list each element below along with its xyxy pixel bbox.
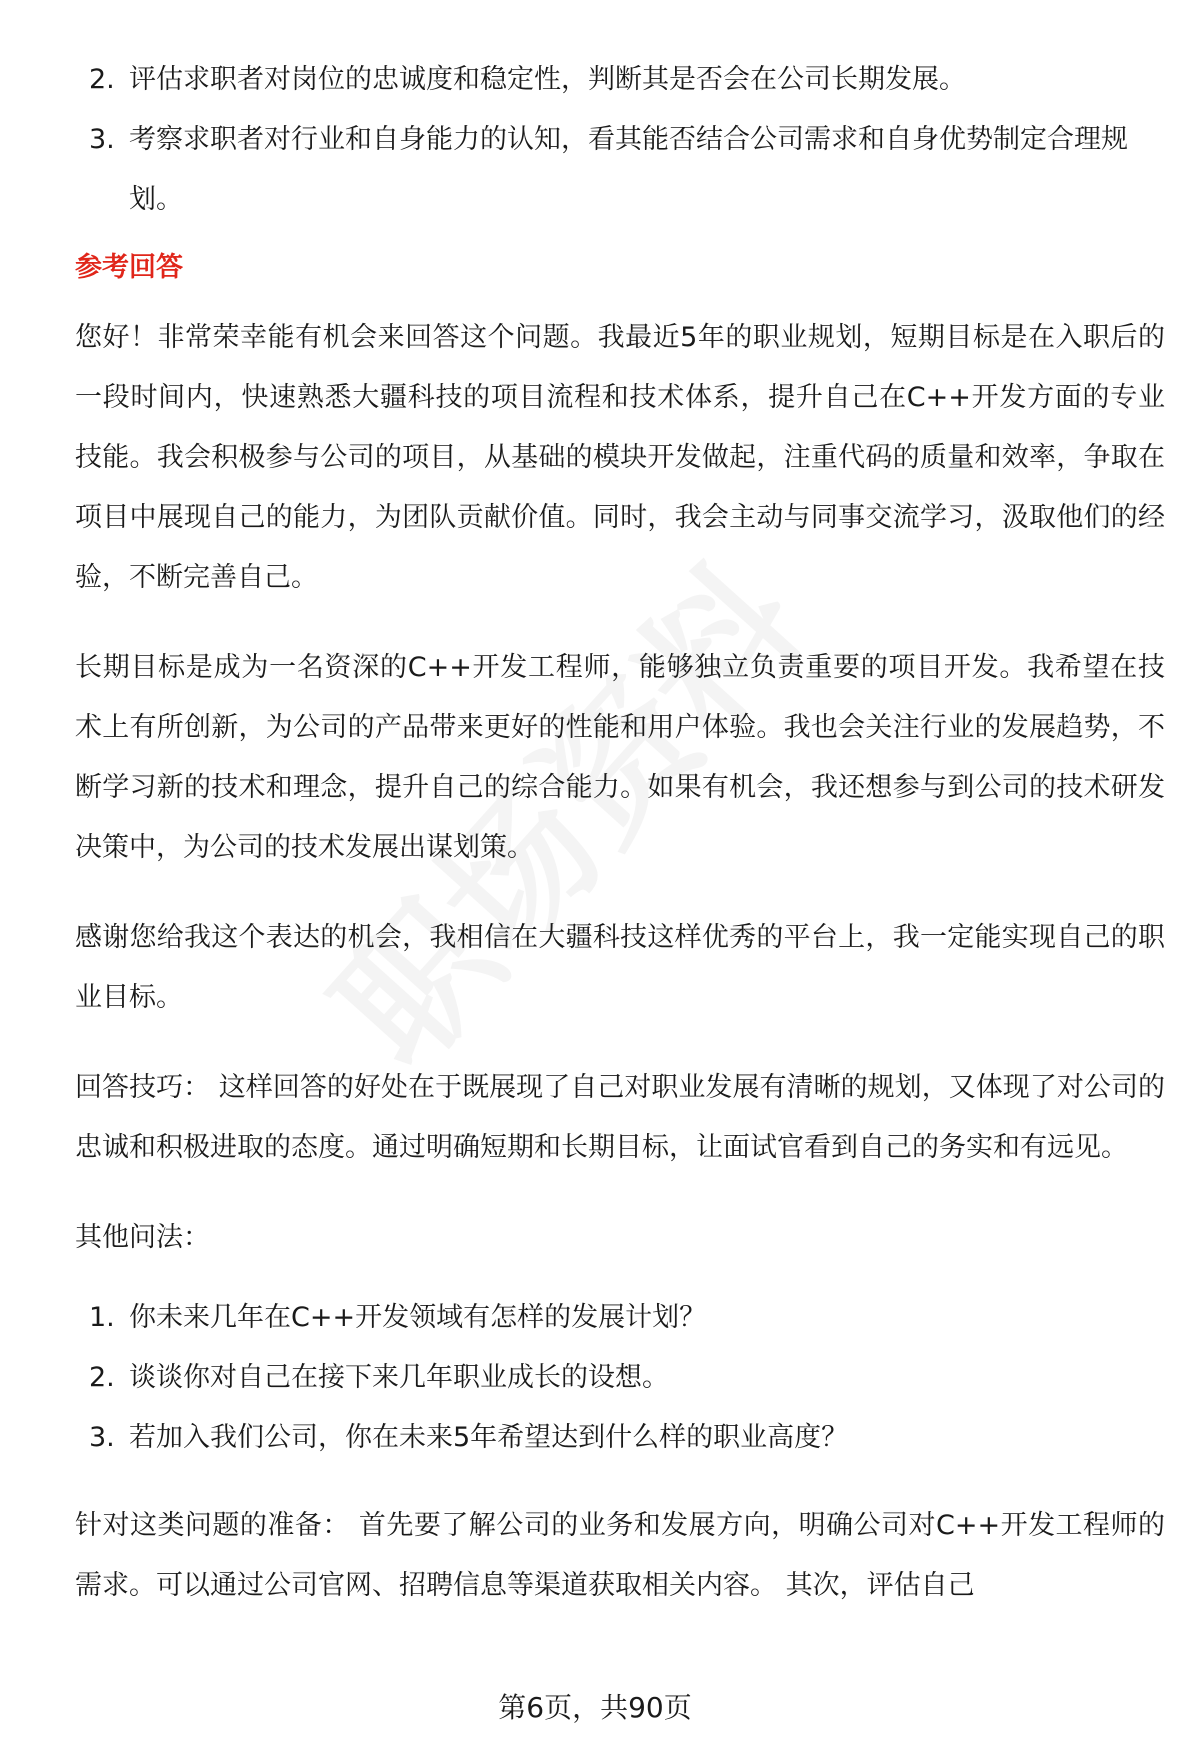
- answer-paragraph: 您好！非常荣幸能有机会来回答这个问题。我最近5年的职业规划，短期目标是在入职后的一段时间内，快速熟悉大疆科技的项目流程和技术体系，提升自己在C++开发方面的专业技能。我会积极参与公司的项目，从基础的模块开发做起，注重代码的质量和效率，争取在项目中展现自己的能力，为团队贡献价值。同时，我会主动与同事交流学习，汲取他们的经验，不断完善自己。: [75, 322, 1165, 593]
- list-item-number: 3.: [89, 1422, 115, 1453]
- document-content: [75, 50, 1165, 1646]
- list-item-text: 若加入我们公司，你在未来5年希望达到什么样的职业高度？: [129, 1422, 849, 1453]
- list-item: [75, 1288, 1165, 1348]
- list-item-text: 评估求职者对岗位的忠诚度和稳定性，判断其是否会在公司长期发展。: [129, 64, 966, 95]
- answer-paragraph: 长期目标是成为一名资深的C++开发工程师，能够独立负责重要的项目开发。我希望在技术上有所创新，为公司的产品带来更好的性能和用户体验。我也会关注行业的发展趋势，不断学习新的技术和理念，提升自己的综合能力。如果有机会，我还想参与到公司的技术研发决策中，为公司的技术发展出谋划策。: [75, 652, 1165, 863]
- list-item-number: 2.: [89, 64, 115, 95]
- list-item: [75, 1408, 1165, 1468]
- other-questions-heading: 其他问法：: [75, 1222, 210, 1253]
- list-item: [75, 50, 1165, 110]
- list-item-text: 谈谈你对自己在接下来几年职业成长的设想。: [129, 1362, 669, 1393]
- section-title: 参考回答: [75, 252, 183, 283]
- list-item-text: 你未来几年在C++开发领域有怎样的发展计划？: [129, 1302, 707, 1333]
- list-item: [75, 1348, 1165, 1408]
- criteria-list: [75, 50, 1165, 230]
- preparation-paragraph: 针对这类问题的准备： 首先要了解公司的业务和发展方向，明确公司对C++开发工程师的需求。可以通过公司官网、招聘信息等渠道获取相关内容。 其次，评估自己: [75, 1510, 1165, 1601]
- answer-paragraph: 感谢您给我这个表达的机会，我相信在大疆科技这样优秀的平台上，我一定能实现自己的职业目标。: [75, 922, 1165, 1013]
- list-item-number: 1.: [89, 1302, 115, 1333]
- list-item-text: 考察求职者对行业和自身能力的认知，看其能否结合公司需求和自身优势制定合理规划。: [129, 124, 1128, 215]
- page-number: 第6页，共90页: [498, 1691, 692, 1724]
- other-questions-list: [75, 1288, 1165, 1468]
- list-item-number: 2.: [89, 1362, 115, 1393]
- tips-paragraph: 回答技巧： 这样回答的好处在于既展现了自己对职业发展有清晰的规划，又体现了对公司的忠诚和积极进取的态度。通过明确短期和长期目标，让面试官看到自己的务实和有远见。: [75, 1072, 1165, 1163]
- list-item: [75, 110, 1165, 230]
- list-item-number: 3.: [89, 124, 115, 155]
